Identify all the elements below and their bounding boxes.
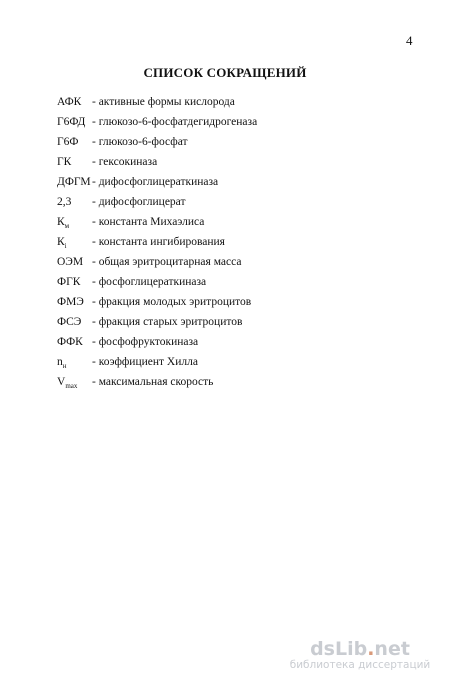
abbreviation-definition: - константа ингибирования bbox=[92, 236, 225, 248]
abbreviation-row bbox=[57, 294, 417, 314]
abbreviation-definition: - фракция старых эритроцитов bbox=[92, 316, 243, 328]
abbreviation-term: АФК bbox=[57, 96, 82, 108]
watermark-subtitle: библиотека диссертаций bbox=[289, 659, 431, 671]
abbreviation-row bbox=[57, 314, 417, 334]
abbreviation-row bbox=[57, 234, 417, 254]
watermark-logo: dsLib.net bbox=[310, 638, 410, 660]
abbreviation-definition: - общая эритроцитарная масса bbox=[92, 256, 242, 268]
abbreviation-row bbox=[57, 334, 417, 354]
abbreviation-term: ФГК bbox=[57, 276, 81, 288]
abbreviation-subscript: м bbox=[64, 222, 70, 230]
page-number: 4 bbox=[406, 33, 413, 48]
abbreviation-term: ГК bbox=[57, 156, 72, 168]
abbreviation-row bbox=[57, 254, 417, 274]
abbreviation-term: ФМЭ bbox=[57, 296, 84, 308]
abbreviation-row bbox=[57, 94, 417, 114]
abbreviation-list bbox=[57, 94, 417, 394]
abbreviation-term: $К_i$ bbox=[57, 236, 67, 250]
abbreviation-subscript: i bbox=[64, 242, 67, 250]
abbreviation-term: $К_м$ bbox=[57, 216, 70, 230]
watermark bbox=[280, 638, 440, 671]
abbreviation-definition: - фракция молодых эритроцитов bbox=[92, 296, 252, 308]
abbreviation-term: $V_{max}$ bbox=[57, 376, 78, 390]
abbreviation-definition: - дифосфоглицераткиназа bbox=[92, 176, 219, 188]
abbreviation-row bbox=[57, 354, 417, 374]
abbreviation-subscript: max bbox=[65, 382, 78, 390]
abbreviation-definition: - глюкозо-6-фосфатдегидрогеназа bbox=[92, 116, 258, 128]
abbreviation-subscript: н bbox=[62, 362, 67, 370]
abbreviation-row bbox=[57, 214, 417, 234]
abbreviation-definition: - дифосфоглицерат bbox=[92, 196, 186, 208]
abbreviation-definition: - глюкозо-6-фосфат bbox=[92, 136, 188, 148]
page-title: СПИСОК СОКРАЩЕНИЙ bbox=[143, 65, 307, 80]
abbreviation-definition: - фосфофруктокиназа bbox=[92, 336, 199, 348]
abbreviation-definition: - фосфоглицераткиназа bbox=[92, 276, 207, 288]
abbreviation-term: $n_н$ bbox=[57, 356, 67, 370]
abbreviation-row bbox=[57, 114, 417, 134]
abbreviation-term: ОЭМ bbox=[57, 256, 84, 268]
abbreviation-row bbox=[57, 194, 417, 214]
abbreviation-row bbox=[57, 374, 417, 394]
abbreviation-row bbox=[57, 134, 417, 154]
abbreviation-definition: - коэффициент Хилла bbox=[92, 356, 198, 368]
abbreviation-row bbox=[57, 154, 417, 174]
abbreviation-term: Г6ФД bbox=[57, 116, 86, 128]
abbreviation-definition: - максимальная скорость bbox=[92, 376, 214, 388]
abbreviation-term: 2,3 bbox=[57, 196, 72, 208]
abbreviation-definition: - гексокиназа bbox=[92, 156, 158, 168]
abbreviation-term: Г6Ф bbox=[57, 136, 79, 148]
abbreviation-definition: - константа Михаэлиса bbox=[92, 216, 205, 228]
abbreviation-term: ФСЭ bbox=[57, 316, 82, 328]
abbreviation-row bbox=[57, 174, 417, 194]
abbreviation-row bbox=[57, 274, 417, 294]
abbreviation-definition: - активные формы кислорода bbox=[92, 96, 235, 108]
abbreviation-term: ДФГМ bbox=[57, 176, 91, 188]
abbreviation-term: ФФК bbox=[57, 336, 83, 348]
